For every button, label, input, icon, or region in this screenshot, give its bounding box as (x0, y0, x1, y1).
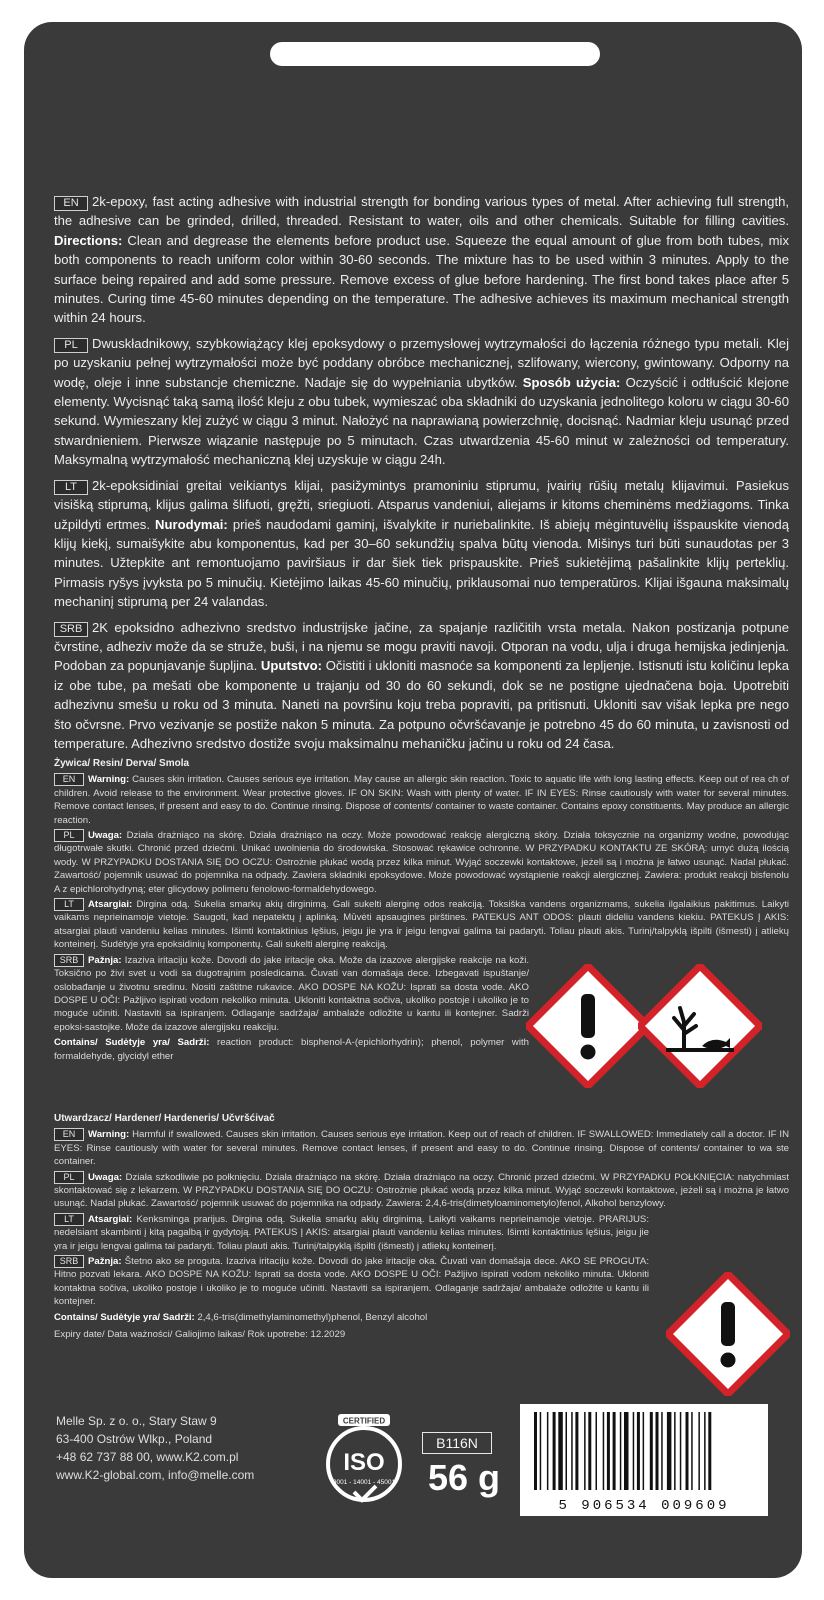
resin-title: Żywica/ Resin/ Derva/ Smola (54, 758, 190, 769)
hardener-srb: SRB Pažnja: Štetno ako se proguta. Izaziva iritaciju kože. Dovodi do jake iritacije oka. Čuvati van domašaja dece. AKO SE PROGUTA: Hitno pozvati lekara. AKO DOSPE NA KOŽU: Isprati sa dosta vode. AKO DOSPE U OČI: Pažljivo ispirati vodom nekoliko minuta. Ukloniti kontaktna sočiva, ukoliko postoje i ukoliko je to moguće učiniti. Nastaviti sa ispiranjem. Odlaganje sadržaja/ ambalaže odložite u kantu ili kontejner. (54, 1256, 649, 1308)
expiry-date: Expiry date/ Data ważności/ Galiojimo laikas/ Rok upotrebe: 12.2029 (54, 1329, 346, 1341)
barcode-number: 5 906534 009609 (558, 1498, 730, 1514)
resin-pl: PL Uwaga: Działa drażniąco na skórę. Działa drażniąco na oczy. Może powodować reakcję alergiczną skóry. Działa toksycznie na organizmy wodne, powodując długotrwałe skutki. Chronić przed dziećmi. Unikać uwolnienia do środowiska. Stosować rękawice ochronne. W PRZYPADKU KONTAKTU ZE SKÓRĄ: umyć dużą ilością wody. W PRZYPADKU DOSTANIA SIĘ DO OCZU: Ostrożnie płukać wodą przez kilka minut. Wyjąć soczewki kontaktowe, jeżeli są i można je łatwo usunąć. Nadal płukać. Zawartość/ pojemnik usuwać do pojemnika na odpady. Zawiera składniki epoksydowe. Może powodować wystąpienie reakcji alergicznej. Zawiera: produkt reakcji bisfenolu A z epichlorohydryną; eter glicydowy polimeru fenolowo-formaldehydowego. (54, 830, 789, 895)
company-phone: +48 62 737 88 00, www.K2.com.pl (56, 1450, 239, 1464)
company-address: 63-400 Ostrów Wlkp., Poland (56, 1432, 213, 1446)
environment-hazard-icon (638, 964, 762, 1088)
barcode-icon (520, 1404, 768, 1496)
iso-certified-text: CERTIFIED (342, 1416, 386, 1426)
lang-tag-srb: SRB (54, 622, 88, 637)
company-name: Melle Sp. z o. o., Stary Staw 9 (56, 1414, 217, 1428)
hang-hole (270, 42, 600, 66)
section-lt: LT 2k-epoksidiniai greitai veikiantys klijai, pasižymintys pramoniniu stiprumu, įvairių rūšių metalų klijavimui. Pasiekus visišką stiprumą, klijus galima šlifuoti, gręžti, sriegiuoti. Atsparus vandeniui, aliejams ir kitoms cheminėms medžiagoms. Tinka užpildyti ertmes. Nurodymai: prieš naudodami gaminį, išvalykite ir nuriebalinkite. Iš abiejų mėgintuvėlių išspauskite vienodą klijų kiekį, sumaišykite abu komponentus, kad per 30–60 sekundžių spalva būtų vienoda. Mišinys turi būti sunaudotas per 3 minutes. Užtepkite ant remontuojamo paviršiaus ir dar šiek tiek prispauskite. Prieš sukietėjimą pašalinkite klijų perteklių. Pirmasis ryšys įvyksta po 5 minučių. Kietėjimo laikas 45-60 minučių, priklausomai nuo temperatūros. Klijai išgauna maksimalų mechaninį stiprumą per 24 valandas. (54, 477, 789, 610)
lang-tag-lt: LT (54, 480, 88, 495)
section-en: EN 2k-epoxy, fast acting adhesive with industrial strength for bonding various types of metal. After achieving full strength, the adhesive can be grinded, drilled, threaded. Resistant to water, oils and other chemicals. Suitable for filling cavities. Directions: Clean and degrease the elements before product use. Squeeze the equal amount of glue from both tubes, mix both components to reach uniform color within 30-60 seconds. The mixture has to be used within 3 minutes. Apply to the surface being repaired and add some pressure. Remove excess of glue before hardening. The first bond takes place after 5 minutes. Curing time 45-60 minutes depending on the temperature. The adhesive achieves its maximum mechanical strength within 24 hours. (54, 194, 789, 326)
resin-srb: SRB Pažnja: Izaziva iritaciju kože. Dovodi do jake iritacije oka. Može da izazove alergijske reakcije na koži. Toksično po živi svet u vodi sa dugotrajnim posledicama. Čuvati van domašaja dece. Izbegavati ispuštanje/ oslobađanje u životnu sredinu. Nositi zaštitne rukavice. AKO DOSPE NA KOŽU: Isprati sa dosta vode. AKO DOSPE U OČI: Pažljivo ispirati vodom nekoliko minuta. Ukloniti kontaktna sočiva, ukoliko postoje i ukoliko je to moguće učiniti. Nastaviti sa ispiranjem. Odlaganje sadržaja/ ambalaže odložite u kantu ili kontejner. Sadrži epoksi-sastojke. Može da izazove alergijsku reakciju. (54, 954, 529, 1033)
exclamation-hazard-icon (526, 964, 650, 1088)
company-web: www.K2-global.com, info@melle.com (56, 1468, 255, 1482)
company-info (56, 1412, 254, 1484)
iso-label: ISO (343, 1449, 385, 1476)
hardener-pl: PL Uwaga: Działa szkodliwie po połknięciu. Działa drażniąco na skórę. Działa drażniąco na oczy. Chronić przed dziećmi. W PRZYPADKU POŁKNIĘCIA: natychmiast skontaktować się z lekarzem. W PRZYPADKU DOSTANIA SIĘ DO OCZU: Ostrożnie płukać wodą przez kilka minut. Wyjąć soczewki kontaktowe, jeżeli są i można je łatwo usunąć. Nadal płukać. Zawartość/ pojemnik usuwać do pojemnika na odpady. Zawiera: 2,4,6-tris(dimetyloaminometylo)fenol, Alkohol benzylowy. (54, 1171, 789, 1210)
hardener-title: Utwardzacz/ Hardener/ Hardeneris/ Učvršćivač (54, 1113, 275, 1124)
exclamation-hazard-icon (666, 1272, 790, 1396)
lang-tag-en: EN (54, 196, 88, 211)
hardener-lt: LT Atsargiai: Kenksminga prarijus. Dirgina odą. Sukelia smarkų akių dirginimą. Laikyti vaikams neprieinamoje vietoje. PRARIJUS: nedelsiant skambinti į kitą pagalbą ir gydytoją. PATEKUS Į AKIS: atsargiai plauti vandeniu kelias minutes. Išimti kontaktinius lęšius, jeigu jie yra ir jeigu lengvai galima tai padaryti. Toliau plauti akis. Turinį/talpyklą išpilti (išmesti) į atliekų konteinerį. (54, 1213, 649, 1252)
section-pl: PL Dwuskładnikowy, szybkowiążący klej epoksydowy o przemysłowej wytrzymałości do łączenia różnego typu metali. Klej po uzyskaniu pełnej wytrzymałości może być poddany obróbce mechanicznej, szlifowany, wiercony, gwintowany. Odporny na wodę, oleje i inne substancje chemiczne. Nadaje się do wypełniania ubytków. Sposób użycia: Oczyścić i odtłuścić klejone elementy. Wycisnąć taką samą ilość kleju z obu tubek, wymieszać oba składniki do uzyskania jednolitego koloru w ciągu 30-60 sekund. Wymieszany klej zużyć w ciągu 3 minut. Nałożyć na naprawianą powierzchnię, docisnąć. Nadmiar kleju usunąć przed stwardnieniem. Pierwsze wiązanie następuje po 5 minutach. Czas utwardzenia 45-60 minut w zależności od temperatury. Maksymalną wytrzymałość mechaniczną klej uzyskuje w ciągu 24h. (54, 335, 790, 468)
resin-contains: Contains/ Sudėtyje yra/ Sadrži: reaction product: bisphenol-A-(epichlorhydrin); phenol, polymer with formaldehyde, glycidyl ether (54, 1037, 529, 1062)
barcode (520, 1404, 768, 1516)
hardener-en: EN Warning: Harmful if swallowed. Causes skin irritation. Causes serious eye irritation. Keep out of reach of children. IF SWALLOWED: Immediately call a doctor. IF IN EYES: Rinse cautiously with water for several minutes. Remove contact lenses, if present and easy to do. Continue rinsing. Dispose of contents/ container to wa ste container. (54, 1129, 789, 1168)
product-code: B116N (422, 1432, 492, 1454)
section-srb: SRB 2K epoksidno adhezivno sredstvo industrijske jačine, za spajanje različitih vrsta metala. Nakon postizanja potpune čvrstine, adheziv može da se struže, buši, i na njemu se mogu praviti navoji. Otporan na vodu, ulja i druga hemijska jedinjenja. Podoban za popunjavanje šupljina. Uputstvo: Očistiti i ukloniti masnoće sa komponenti za lepljenje. Istisnuti istu količinu lepka iz obe tube, pa mešati obe komponente u trajanju od 30 do 60 sekundi, dok se ne postigne ujednačena boja. Upotrebiti adhezivnu smešu u roku od 3 minuta. Naneti na površinu koju treba popraviti, pa pritisnuti. Ukloniti sav višak lepka pre nego što očvrsne. Prvo vezivanje se postiže nakon 5 minuta. Za potpuno očvršćavanje je potrebno 45 do 60 minuta, u zavisnosti od temperature. Adhezivno sredstvo dostiže svoju maksimalnu mehaničku jačinu u roku od 24 časa. (54, 619, 790, 751)
resin-en: EN Warning: Causes skin irritation. Causes serious eye irritation. May cause an allergic skin reaction. Toxic to aquatic life with long lasting effects. Keep out of rea ch of children. Avoid release to the environment. Wear protective gloves. IF ON SKIN: Wash with plenty of water. IF IN EYES: Rinse cautiously with water for several minutes. Remove contact lenses, if present and easy to do. Continue rinsing. Dispose of contents/ container to waste container. Contains epoxy constituents. May produce an allergic reaction. (54, 774, 789, 826)
resin-lt: LT Atsargiai: Dirgina odą. Sukelia smarkų akių dirginimą. Gali sukelti alerginę odos reakciją. Toksiška vandens organizmams, sukelia ilgalaikius pakitimus. Laikyti vaikams neprieinamoje vietoje. Saugoti, kad nepatektų į aplinką. Mūvėti apsaugines pirštines. PATEKUS ANT ODOS: plauti dideliu vandens kiekiu. PATEKUS Į AKIS: atsargiai plauti vandeniu kelias minutes. Išimti kontaktinius lęšius, jeigu jie yra ir jeigu lengvai galima tai padaryti. Toliau plauti akis. Turinį/talpyklą išpilti (išmesti) į atliekų konteinerį. Sudėtyje yra epoksidinių komponentų. Gali sukelti alerginę reakciją. (54, 899, 789, 951)
iso-numbers: 9001 - 14001 - 45001 (332, 1479, 396, 1486)
hardener-contains: Contains/ Sudėtyje yra/ Sadrži: 2,4,6-tris(dimethylaminomethyl)phenol, Benzyl alcohol (54, 1311, 428, 1323)
lang-tag-pl: PL (54, 338, 88, 353)
net-weight: 56 g (428, 1457, 501, 1498)
product-card-back (24, 22, 802, 1578)
main-description (54, 192, 789, 759)
iso-certified-icon (314, 1408, 414, 1518)
